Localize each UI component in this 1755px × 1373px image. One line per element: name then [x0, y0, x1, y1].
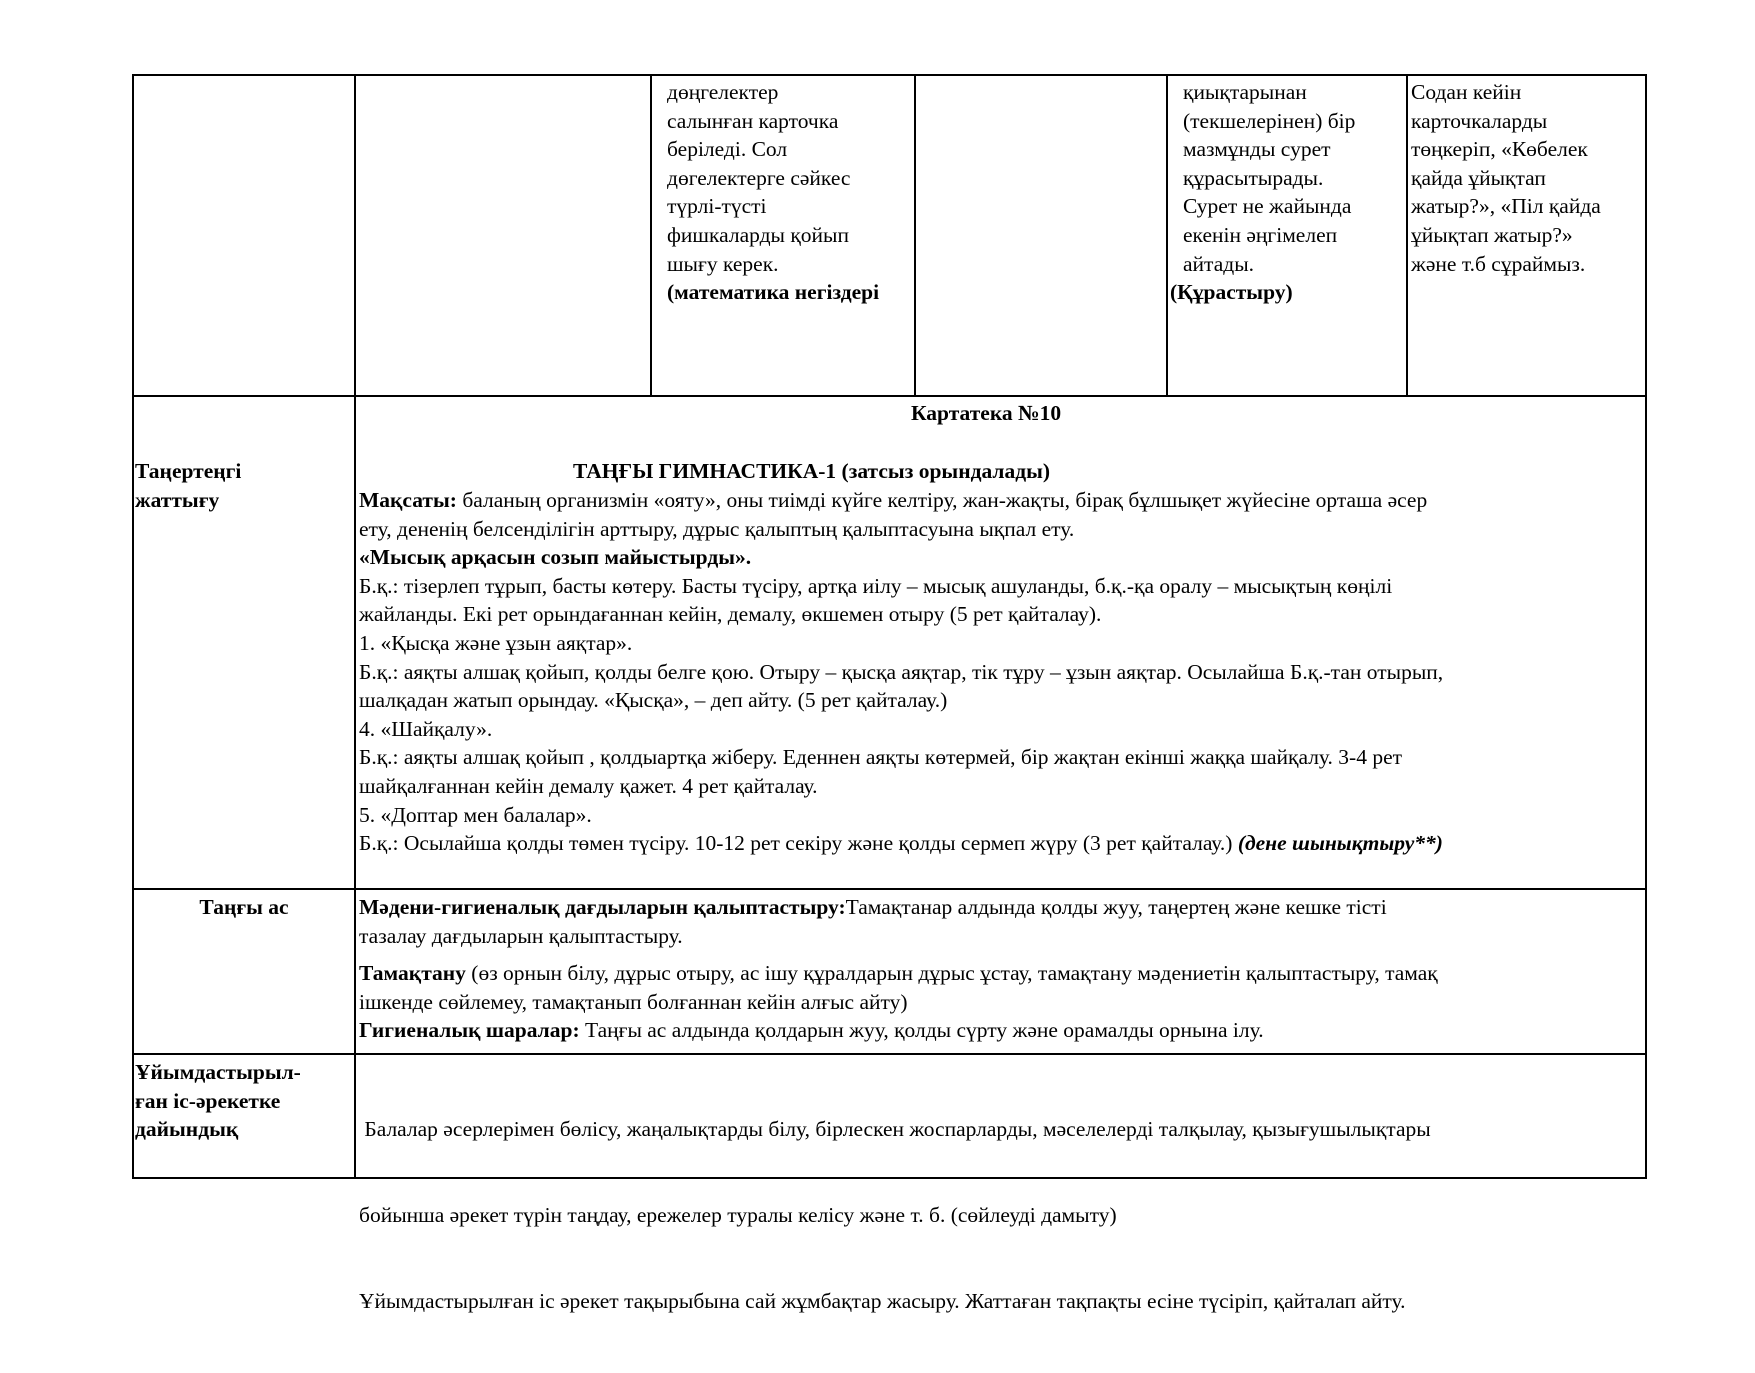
text-line: Содан кейін — [1411, 80, 1522, 104]
gymnastics-title: ТАҢҒЫ ГИМНАСТИКА-1 (затсыз орындалады) — [573, 459, 1051, 483]
text-line: Б.қ.: аяқты алшақ қойып , қолдыартқа жіберу. Еденнен аяқты көтермей, бір жақтан екінші жаққа шайқалу. 3-4 рет — [359, 745, 1403, 770]
text-line: және т.б сұраймыз. — [1411, 251, 1586, 276]
text-line: бойынша әрекет түрін таңдау, ережелер туралы келісу және т. б. (сөйлеуді дамыту) — [359, 1202, 1117, 1227]
text-line: шығу керек. — [667, 251, 779, 276]
text-line: Сурет не жайында — [1183, 194, 1352, 219]
subject-tag: (Құрастыру) — [1170, 280, 1293, 305]
text-line: дөгелектерге сәйкес — [667, 165, 851, 190]
subject-tag: (математика негіздері — [667, 280, 880, 305]
last-line: Б.қ.: Осылайша қолды төмен түсіру. 10-12 рет секіру және қолды сермеп жүру (3 рет қайталау.) (дене шынықтыру**) — [359, 831, 1443, 856]
text-line: тазалау дағдыларын қалыптастыру. — [359, 923, 683, 948]
text-line: Балалар әсерлерімен бөлісу, жаңалықтарды білу, бірлескен жоспарларды, мәселелерді талқылау, қызығушылықтары — [359, 1117, 1431, 1142]
text-line: шалқадан жатып орындау. «Қысқа», – деп айту. (5 рет қайталау.) — [359, 688, 948, 713]
text-line: Ұйымдастырылған іс әрекет тақырыбына сай жұмбақтар жасыру. Жаттаған тақпақты есіне түсіріп, қайталап айту. — [359, 1288, 1406, 1313]
goal-label: Мақсаты: — [359, 488, 457, 512]
subject-tag: (дене шынықтыру**) — [1237, 831, 1443, 856]
text-line: ұйықтап жатыр?» — [1411, 222, 1573, 247]
text-line: Б.қ.: аяқты алшақ қойып, қолды белге қою. Отыру – қысқа аяқтар, тік тұру – ұзын аяқтар. Осылайша Б.қ.-тан отырып, — [359, 659, 1444, 684]
subject-tag-clip — [667, 278, 914, 307]
text-line: қиықтарынан — [1183, 80, 1307, 104]
hygiene-skills-line: Мәдени-гигиеналық дағдыларын қалыптастыру:Тамақтанар алдында қолды жуу, таңертең және кешке тісті — [359, 895, 1387, 919]
text-line: екенін әңгімелеп — [1183, 222, 1338, 247]
text-line: құрасытырады. — [1183, 165, 1324, 190]
text-line: мазмұнды сурет — [1183, 137, 1331, 162]
text-line: 4. «Шайқалу». — [359, 716, 493, 741]
text-line: шайқалғаннан кейін демалу қажет. 4 рет қайталау. — [359, 773, 818, 798]
nutrition-line: Тамақтану (өз орнын білу, дұрыс отыру, ас ішу құралдарын дұрыс ұстау, тамақтану мәдениетін қалыптастыру, тамақ — [359, 961, 1438, 986]
goal-line — [359, 486, 1443, 515]
text-line: (текшелерінен) бір — [1183, 108, 1356, 133]
text-line: карточкаларды — [1411, 108, 1548, 133]
text-line: ішкенде сөйлемеу, тамақтанып болғаннан кейін алғыс айту) — [359, 989, 908, 1014]
text-line: қайда ұйықтап — [1411, 165, 1546, 190]
row1-col6-cell — [1411, 78, 1601, 278]
text-line: жайланды. Екі рет орындағаннан кейін, демалу, өкшемен отыру (5 рет қайталау). — [359, 602, 1102, 627]
row1-col3-cell — [667, 78, 914, 307]
text-line: 5. «Доптар мен балалар». — [359, 802, 592, 827]
text-line: Б.қ.: тізерлеп тұрып, басты көтеру. Басты түсіру, артқа иілу – мысық ашуланды, б.қ.-қа оралу – мысықтың көңілі — [359, 573, 1393, 598]
text-line: төңкеріп, «Көбелек — [1411, 137, 1588, 162]
card-title: Картатека №10 — [911, 401, 1062, 425]
text-line: салынған карточка — [667, 108, 839, 133]
text-line: түрлі-түсті — [667, 194, 767, 219]
row1-col5-cell — [1170, 78, 1356, 307]
text-line: жатыр?», «Піл қайда — [1411, 194, 1601, 219]
row2-content — [359, 486, 1443, 858]
text-line: айтады. — [1183, 251, 1255, 276]
goal-text: баланың организмін «ояту», оны тиімді күйге келтіру, жан-жақты, бірақ бұлшықет жүйесіне орташа әсер — [456, 488, 1428, 512]
text-line: беріледі. Сол — [667, 137, 788, 162]
text-line: 1. «Қысқа және ұзын аяқтар». — [359, 630, 633, 655]
row2-label: Таңертеңгі жаттығу — [135, 459, 242, 512]
text-line: фишкаларды қойып — [667, 222, 849, 247]
text-line: дөңгелектер — [667, 80, 779, 104]
row3-label: Таңғы ас — [199, 895, 289, 919]
text-line: ету, дененің белсенділігін арттыру, дұрыс қалыптың қалыптасуына ықпал ету. — [359, 516, 1075, 541]
row4-label: Ұйымдастырыл- ған іс-әрекетке дайындық — [135, 1060, 301, 1142]
hygiene-measures-line: Гигиеналық шаралар: Таңғы ас алдында қолдарын жуу, қолды сүрту және орамалды орнына ілу. — [359, 1018, 1264, 1043]
row3-content — [359, 893, 1438, 1045]
row4-content — [359, 1058, 1431, 1373]
exercise-title: «Мысық арқасын созып майыстырды». — [359, 545, 752, 570]
